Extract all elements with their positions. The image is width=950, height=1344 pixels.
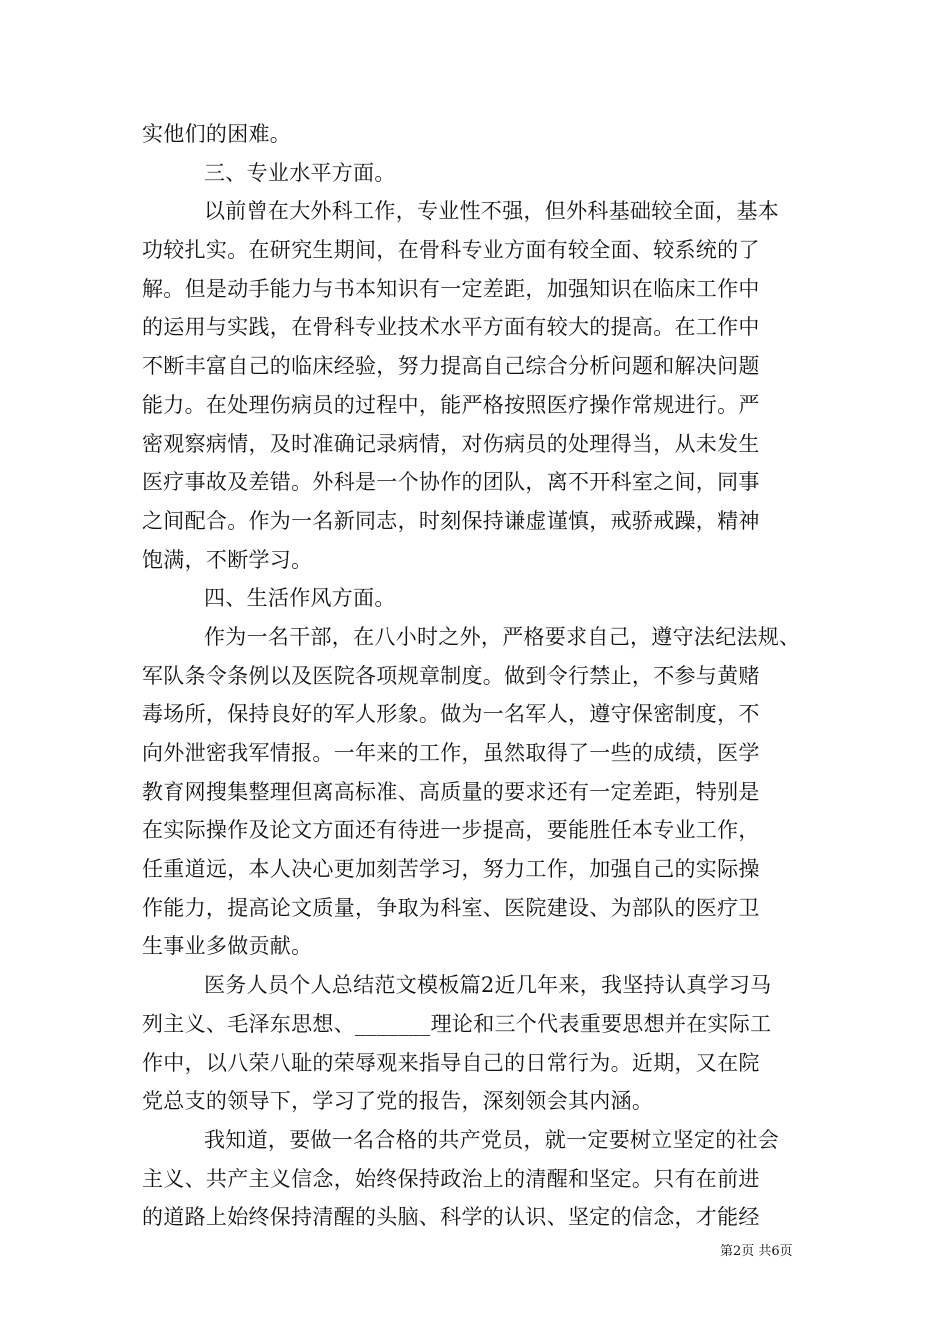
text-line: 的道路上始终保持清醒的头脑、科学的认识、坚定的信念，才能经 <box>142 1205 760 1230</box>
text-line: 三、专业水平方面。 <box>204 160 396 185</box>
text-line: 解。但是动手能力与书本知识有一定差距，加强知识在临床工作中 <box>142 276 760 301</box>
text-line: 党总支的领导下，学习了党的报告，深刻领会其内涵。 <box>142 1089 654 1114</box>
text-line: 不断丰富自己的临床经验，努力提高自己综合分析问题和解决问题 <box>142 354 760 379</box>
text-line: 生事业多做贡献。 <box>142 934 313 959</box>
text-line: 四、生活作风方面。 <box>204 586 396 611</box>
text-line: 密观察病情，及时准确记录病情，对伤病员的处理得当，从未发生 <box>142 431 760 456</box>
text-line: 实他们的困难。 <box>142 122 292 146</box>
document-body <box>142 115 812 1237</box>
text-line: 我知道，要做一名合格的共产党员，就一定要树立坚定的社会 <box>204 1127 780 1152</box>
text-line: 主义、共产主义信念，始终保持政治上的清醒和坚定。只有在前进 <box>142 1166 760 1191</box>
text-line: 能力。在处理伤病员的过程中，能严格按照医疗操作常规进行。严 <box>142 392 760 417</box>
page-number: 第2页 共6页 <box>720 1244 793 1259</box>
text-line: 任重道远，本人决心更加刻苦学习，努力工作，加强自己的实际操 <box>142 857 760 882</box>
text-line: 在实际操作及论文方面还有待进一步提高，要能胜任本专业工作， <box>142 818 760 843</box>
text-line: 作能力，提高论文质量，争取为科室、医院建设、为部队的医疗卫 <box>142 895 760 920</box>
text-line: 医务人员个人总结范文模板篇2近几年来，我坚持认真学习马 <box>204 973 772 998</box>
text-line: 军队条令条例以及医院各项规章制度。做到令行禁止，不参与黄赌 <box>142 663 760 688</box>
text-line: 毒场所，保持良好的军人形象。做为一名军人，遵守保密制度，不 <box>142 702 760 727</box>
text-line: 列主义、毛泽东思想、_______理论和三个代表重要思想并在实际工 <box>142 1011 772 1036</box>
text-line: 向外泄密我军情报。一年来的工作，虽然取得了一些的成绩，医学 <box>142 741 760 765</box>
text-line: 教育网搜集整理但离高标准、高质量的要求还有一定差距，特别是 <box>142 779 760 804</box>
text-line: 以前曾在大外科工作，专业性不强，但外科基础较全面，基本 <box>204 199 780 224</box>
text-line: 医疗事故及差错。外科是一个协作的团队，离不开科室之间，同事 <box>142 470 760 495</box>
text-line: 作为一名干部，在八小时之外，严格要求自己，遵守法纪法规、 <box>204 624 801 649</box>
text-line: 饱满，不断学习。 <box>142 547 313 572</box>
text-line: 的运用与实践，在骨科专业技术水平方面有较大的提高。在工作中 <box>142 315 760 340</box>
text-line: 作中，以八荣八耻的荣辱观来指导自己的日常行为。近期，又在院 <box>142 1050 760 1075</box>
text-line: 功较扎实。在研究生期间，在骨科专业方面有较全面、较系统的了 <box>142 238 760 263</box>
text-line: 之间配合。作为一名新同志，时刻保持谦虚谨慎，戒骄戒躁，精神 <box>142 508 760 533</box>
